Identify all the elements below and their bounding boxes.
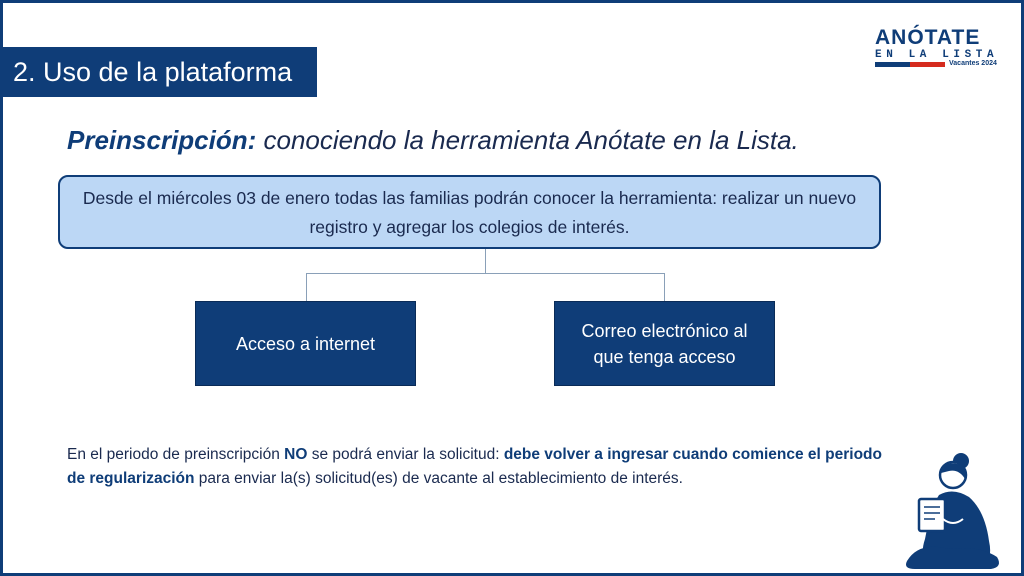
connector-vertical-main (485, 249, 486, 274)
requirement-card-internet: Acceso a internet (195, 301, 416, 386)
logo-flag-bar (875, 62, 945, 67)
note-part: se podrá enviar la solicitud: (307, 446, 504, 463)
info-box: Desde el miércoles 03 de enero todas las familias podrán conocer la herramienta: realizar un nuevo registro y agregar los colegios de interés. (58, 175, 881, 249)
logo-line1: ANÓTATE (875, 26, 981, 49)
connector-left-drop (306, 273, 307, 301)
note-bold-instruction: debe volver a ingresar cuando comience el periodo de regularización (67, 446, 882, 487)
page-heading (67, 125, 799, 156)
note-part: En el periodo de preinscripción (67, 446, 285, 463)
connector-horizontal (306, 273, 665, 274)
note-part: para enviar la(s) solicitud(es) de vacante al establecimiento de interés. (194, 470, 683, 487)
preinscription-note (67, 443, 897, 491)
heading-rest: conociendo la herramienta Anótate en la Lista. (256, 125, 799, 155)
requirement-card-email: Correo electrónico al que tenga acceso (554, 301, 775, 386)
note-bold-no: NO (284, 446, 308, 463)
anotate-logo (875, 27, 1001, 73)
person-reading-tablet-icon (899, 449, 1007, 571)
section-title: 2. Uso de la plataforma (3, 47, 317, 97)
logo-line2: EN LA LISTA (875, 49, 999, 61)
heading-bold: Preinscripción: (67, 125, 257, 155)
logo-subtitle: Vacantes 2024 (949, 60, 997, 67)
connector-right-drop (664, 273, 665, 301)
